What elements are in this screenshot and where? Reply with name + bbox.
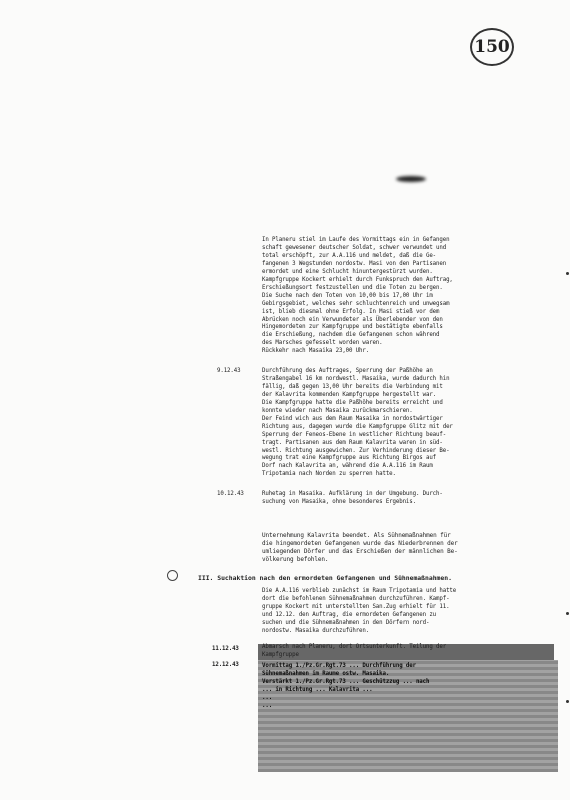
entry-text: Abmarsch nach Planeru, dort Ortsunterkunft. Teilung der Kampfgruppe	[262, 644, 447, 658]
entry-date: 10.12.43	[217, 491, 244, 497]
paragraph-conclusion: Unternehmung Kalavrita beendet. Als Sühnemaßnahmen für die hingemordeten Gefangenen wurde das Niederbrennen der umliegenden Dörfer und das Erschießen der männlichen Be- völkerung befohlen.	[262, 532, 458, 563]
hole-punch-mark	[167, 570, 178, 581]
copy-speck	[566, 612, 569, 615]
entry-text: Durchführung des Auftrages, Sperrung der Paßhöhe an Straßengabel 16 km nordwestl. Masaika, wurde dadurch hin fällig, daß gegen 13,00 Uhr bereits die Verbindung mit der Kalavrita kommenden Kampfgruppe hergestellt war. Die Kampfgruppe hatte die Paßhöhe bereits erreicht und konnte wieder nach Masaika zurückmarschieren. Der Feind wich aus dem Raum Masaika in nordostwärtiger Richtung aus, dagegen wurde die Kampfgruppe Glitz mit der Sperrung der Feneos-Ebene in westlicher Richtung beauf- tragt. Partisanen aus dem Raum Kalavrita waren in süd- westl. Richtung ausgewichen. Zur Verhinderung dieser Be- wegung trat eine Kampfgruppe aus Richtung Birgos auf Dorf nach Kalavrita an, während die A.A.116 im Raum Tripotamia nach Norden zu sperren hatte.	[262, 368, 453, 478]
copy-smudge	[396, 176, 426, 182]
section-heading: III. Suchaktion nach den ermordeten Gefangenen und Sühnemaßnahmen.	[198, 574, 452, 582]
paragraph-intro: In Planeru stiel im Laufe des Vormittags ein in Gefangen schaft gewesener deutscher Soldat, schwer verwundet und total erschöpft, zur A.A.116 und meldet, daß die Ge- fangenen 3 Wegstunden nordostw. Masi von den Partisanen ermordet und eine Schlucht hinuntergestürzt wurden. Kampfgruppe Kockert erhielt durch Funkspruch den Auftrag, Erschießungsort festzustellen und die Toten zu bergen. Die Suche nach den Toten von 10,00 bis 17,00 Uhr im Gebirgsgebiet, welches sehr schluchtenreich und unwegsam ist, blieb diesmal ohne Erfolg. In Masi stieß vor dem Abrücken noch ein Verwundeter als Überlebender von den Hingemordeten zur Kampfgruppe und bestätigte ebenfalls die Erschießung, nachdem die Gefangenen schon während des Marsches gefesselt worden waren. Rückkehr nach Masaika 23,00 Uhr.	[262, 237, 453, 355]
copy-speck	[566, 272, 569, 275]
entry-date: 11.12.43	[212, 646, 239, 652]
entry-date: 9.12.43	[217, 368, 241, 374]
entry-text: Ruhetag in Masaika. Aufklärung in der Umgebung. Durch- suchung von Masaika, ohne besonderes Ergebnis.	[262, 491, 443, 505]
copy-speck	[566, 700, 569, 703]
entry-date: 12.12.43	[212, 662, 239, 668]
entry-text: Vormittag 1./Pz.Gr.Rgt.73 ... Durchführung der Sühnemaßnahmen im Raume ostw. Masaika. Verstärkt 1./Pz.Gr.Rgt.73 ... Geschützzug ... nach ... in Richtung ... Kalavrita ... ... ...	[262, 663, 430, 709]
section-paragraph: Die A.A.116 verblieb zunächst im Raum Tripotamia und hatte dort die befohlenen Sühnemaßnahmen durchzuführen. Kampf- gruppe Kockert mit unterstellten San.Zug erhielt für 11. und 12.12. den Auftrag, die ermordeten Gefangenen zu suchen und die Sühnemaßnahmen in den Dörfern nord- nordostw. Masaika durchzuführen.	[262, 588, 457, 634]
page-number-circle: 150	[470, 28, 514, 66]
